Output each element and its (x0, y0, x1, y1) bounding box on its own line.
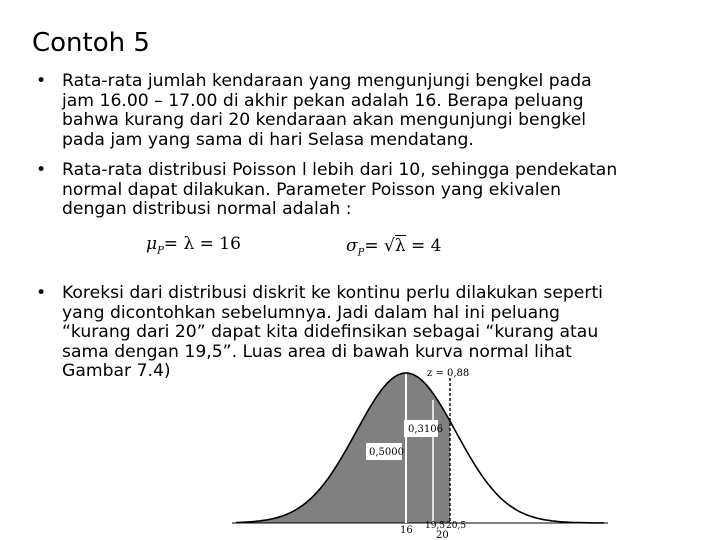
bullet-line: Koreksi dari distribusi diskrit ke kontinu perlu dilakukan seperti (62, 283, 603, 303)
area-right-label: 0,3106 (408, 424, 443, 435)
bullet-line: “kurang dari 20” dapat kita didefinsikan sebagai “kurang atau (62, 322, 599, 342)
bullet-line: sama dengan 19,5”. Luas area di bawah kurva normal lihat (62, 341, 572, 362)
slide-title: Contoh 5 (32, 28, 150, 58)
formula-symbol: μ (146, 234, 158, 254)
area-left-label: 0,5000 (369, 447, 404, 458)
formula-subscript: P (157, 245, 164, 257)
bullet-marker: • (36, 71, 47, 91)
sqrt-sign: √ (384, 236, 395, 256)
bullet-line: jam 16.00 – 17.00 di akhir pekan adalah 16. Berapa peluang (62, 90, 584, 111)
x-label-mean: 16 (400, 525, 413, 536)
formula-symbol: σ (346, 236, 358, 256)
bullet-marker: • (36, 160, 47, 180)
formula-rhs: = λ = 16 (163, 234, 241, 254)
bullet-line: Gambar 7.4) (62, 361, 171, 381)
bullet-line: bahwa kurang dari 20 kendaraan akan mengunjungi bengkel (62, 110, 587, 130)
bullet-text (62, 284, 662, 382)
formula-subscript: P (357, 247, 365, 259)
bullet-line: pada jam yang sama di hari Selasa mendatang. (62, 129, 474, 150)
shaded-area (236, 373, 450, 523)
formula-mid: = (364, 236, 384, 256)
sqrt-radicand: λ (394, 236, 406, 256)
x-label-20-5: 20,5 (446, 521, 467, 531)
bullet-line: Rata-rata distribusi Poisson l lebih dari 10, sehingga pendekatan (62, 160, 618, 180)
x-label-20: 20 (436, 530, 449, 540)
bullet-line: dengan distribusi normal adalah : (62, 199, 352, 219)
bullet-line: yang dicontohkan sebelumnya. Jadi dalam hal ini peluang (62, 302, 560, 323)
bullet-line: normal dapat dilakukan. Parameter Poisson yang ekivalen (62, 179, 562, 200)
formula-rhs: = 4 (405, 236, 442, 256)
bullet-line: Rata-rata jumlah kendaraan yang mengunjungi bengkel pada (62, 71, 592, 91)
x-label-19-5: 19,5 (425, 521, 446, 531)
z-label: z = 0,88 (427, 368, 470, 379)
bullet-marker: • (36, 283, 47, 303)
